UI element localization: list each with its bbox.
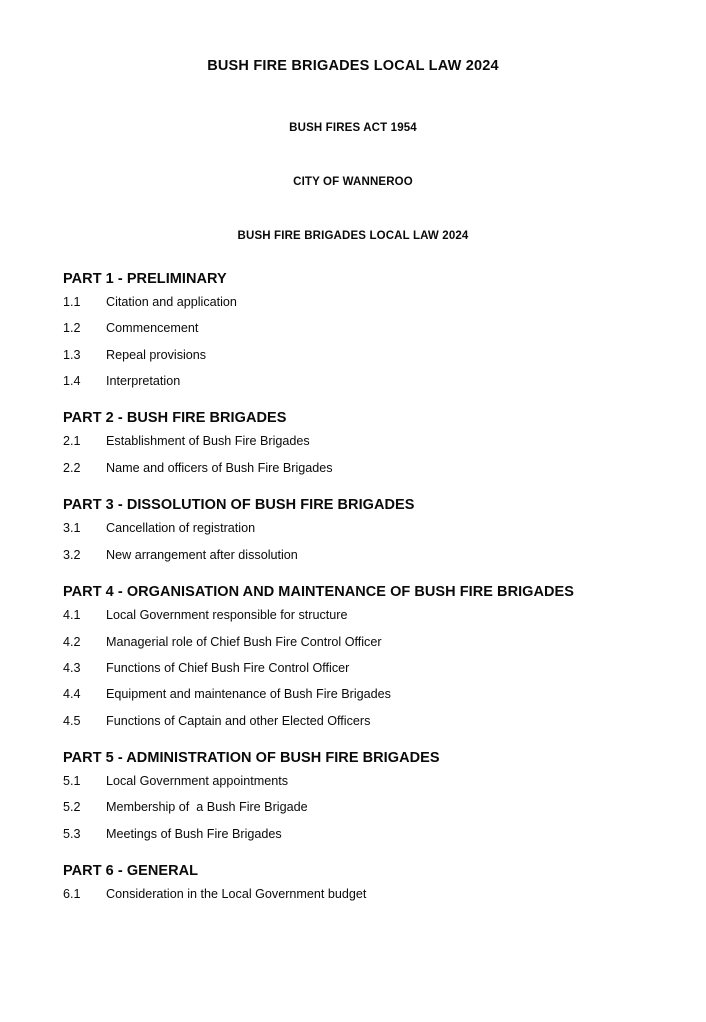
part-heading: PART 4 - ORGANISATION AND MAINTENANCE OF BUSH FIRE BRIGADES: [63, 584, 574, 601]
toc-item[interactable]: [63, 521, 666, 536]
toc-item-number: 4.3: [63, 660, 81, 675]
toc-item-number: 6.1: [63, 887, 81, 902]
toc-item-label: Local Government appointments: [106, 774, 289, 789]
toc-item-label: Interpretation: [106, 373, 181, 388]
toc-item[interactable]: [63, 434, 666, 449]
toc-item[interactable]: [63, 687, 666, 702]
document-subtitle-act: BUSH FIRES ACT 1954: [289, 122, 417, 135]
toc-item-label: Functions of Chief Bush Fire Control Officer: [106, 660, 350, 675]
toc-item-number: 5.2: [63, 800, 81, 815]
toc-item-number: 1.3: [63, 347, 81, 362]
toc-item-label: Meetings of Bush Fire Brigades: [106, 826, 282, 841]
part-section-2: [63, 409, 666, 476]
part-section-4: [63, 583, 666, 729]
part-section-6: [63, 862, 666, 902]
toc-item-number: 2.1: [63, 434, 81, 449]
toc-item-number: 3.2: [63, 547, 81, 562]
toc-item-label: Establishment of Bush Fire Brigades: [106, 434, 310, 449]
toc-item[interactable]: [63, 800, 666, 815]
toc-item[interactable]: [63, 548, 666, 563]
toc-item-label: Citation and application: [106, 294, 237, 309]
part-heading: PART 3 - DISSOLUTION OF BUSH FIRE BRIGADES: [63, 497, 415, 514]
toc-item-label: Managerial role of Chief Bush Fire Control Officer: [106, 634, 382, 649]
toc-item[interactable]: [63, 348, 666, 363]
toc-item-number: 3.1: [63, 521, 81, 536]
toc-item[interactable]: [63, 461, 666, 476]
toc-item-label: Equipment and maintenance of Bush Fire Brigades: [106, 687, 391, 702]
toc-item-label: Name and officers of Bush Fire Brigades: [106, 460, 333, 475]
toc-item-number: 1.4: [63, 373, 81, 388]
document-subtitle-law: BUSH FIRE BRIGADES LOCAL LAW 2024: [237, 229, 469, 242]
document-subtitle-authority: CITY OF WANNEROO: [293, 176, 413, 189]
toc-item-label: Local Government responsible for structure: [106, 608, 348, 623]
toc-item[interactable]: [63, 321, 666, 336]
table-of-contents: [0, 270, 706, 903]
part-heading: PART 5 - ADMINISTRATION OF BUSH FIRE BRIGADES: [63, 749, 440, 766]
toc-item[interactable]: [63, 714, 666, 729]
toc-item-label: Commencement: [106, 321, 199, 336]
toc-item-number: 4.4: [63, 687, 81, 702]
toc-item-label: Functions of Captain and other Elected Officers: [106, 713, 371, 728]
toc-item-label: Cancellation of registration: [106, 521, 256, 536]
toc-item[interactable]: [63, 608, 666, 623]
toc-item-number: 4.1: [63, 608, 81, 623]
toc-item[interactable]: [63, 661, 666, 676]
part-heading: PART 1 - PRELIMINARY: [63, 270, 227, 287]
toc-item[interactable]: [63, 774, 666, 789]
toc-item-number: 1.1: [63, 294, 81, 309]
toc-item-label: Repeal provisions: [106, 347, 207, 362]
part-section-1: [63, 270, 666, 390]
toc-item-label: Membership of a Bush Fire Brigade: [106, 800, 308, 815]
toc-item[interactable]: [63, 295, 666, 310]
toc-item-number: 5.1: [63, 774, 81, 789]
page-title: BUSH FIRE BRIGADES LOCAL LAW 2024: [207, 58, 499, 74]
toc-item-number: 5.3: [63, 826, 81, 841]
part-section-3: [63, 496, 666, 563]
toc-item[interactable]: [63, 887, 666, 902]
toc-item-number: 4.2: [63, 634, 81, 649]
toc-item-number: 2.2: [63, 460, 81, 475]
part-heading: PART 2 - BUSH FIRE BRIGADES: [63, 410, 287, 427]
toc-item-number: 4.5: [63, 713, 81, 728]
subtitle-group: [0, 122, 706, 243]
toc-item-label: New arrangement after dissolution: [106, 547, 298, 562]
toc-item[interactable]: [63, 635, 666, 650]
toc-item[interactable]: [63, 827, 666, 842]
toc-item-label: Consideration in the Local Government budget: [106, 887, 367, 902]
title-block: [0, 0, 706, 244]
part-heading: PART 6 - GENERAL: [63, 863, 199, 880]
part-section-5: [63, 749, 666, 842]
toc-item[interactable]: [63, 374, 666, 389]
toc-item-number: 1.2: [63, 321, 81, 336]
